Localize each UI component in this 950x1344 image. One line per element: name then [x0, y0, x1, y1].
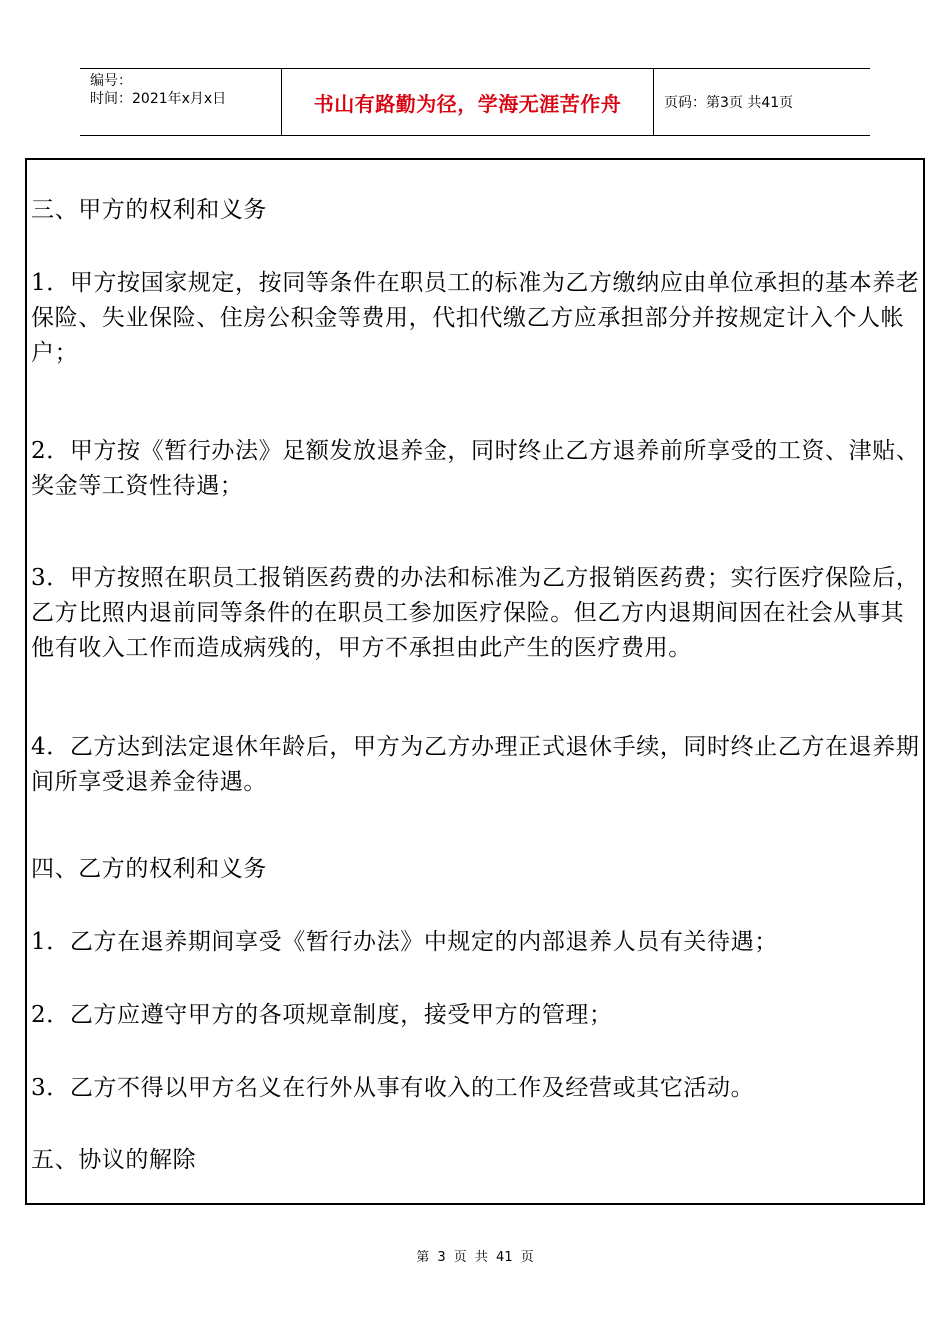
section-5-title: 五、协议的解除 [31, 1147, 197, 1173]
section-3-item-2: 2．甲方按《暂行办法》足额发放退养金，同时终止乙方退养前所享受的工资、津贴、奖金等工资性待遇； [31, 438, 920, 499]
section-4-title: 四、乙方的权利和义务 [31, 856, 267, 882]
section-4-item-1: 1．乙方在退养期间享受《暂行办法》中规定的内部退养人员有关待遇； [31, 929, 778, 955]
page-info-text: 页码：第3页 共41页 [664, 95, 794, 111]
section-3-title: 三、甲方的权利和义务 [31, 197, 267, 223]
section-4-item-3: 3．乙方不得以甲方名义在行外从事有收入的工作及经营或其它活动。 [31, 1075, 755, 1101]
number-label: 编号： [90, 73, 132, 89]
section-3-item-4: 4．乙方达到法定退休年龄后，甲方为乙方办理正式退休手续，同时终止乙方在退养期间所享受退养金待遇。 [31, 734, 920, 795]
date-label: 时间：2021年x月x日 [90, 91, 227, 107]
header-page-info [654, 69, 870, 135]
header-motto-cell [282, 69, 654, 135]
page-header [80, 68, 870, 136]
page-footer: 第 3 页 共 41 页 [416, 1250, 534, 1265]
section-4-item-2: 2．乙方应遵守甲方的各项规章制度，接受甲方的管理； [31, 1002, 613, 1028]
motto-text: 书山有路勤为径，学海无涯苦作舟 [313, 91, 622, 116]
document-body [25, 158, 925, 1205]
section-3-item-1: 1．甲方按国家规定，按同等条件在职员工的标准为乙方缴纳应由单位承担的基本养老保险、失业保险、住房公积金等费用，代扣代缴乙方应承担部分并按规定计入个人帐户； [31, 270, 920, 366]
header-meta [80, 69, 282, 135]
section-3-item-3: 3．甲方按照在职员工报销医药费的办法和标准为乙方报销医药费；实行医疗保险后，乙方比照内退前同等条件的在职员工参加医疗保险。但乙方内退期间因在社会从事其他有收入工作而造成病残的，甲方不承担由此产生的医疗费用。 [31, 565, 920, 661]
